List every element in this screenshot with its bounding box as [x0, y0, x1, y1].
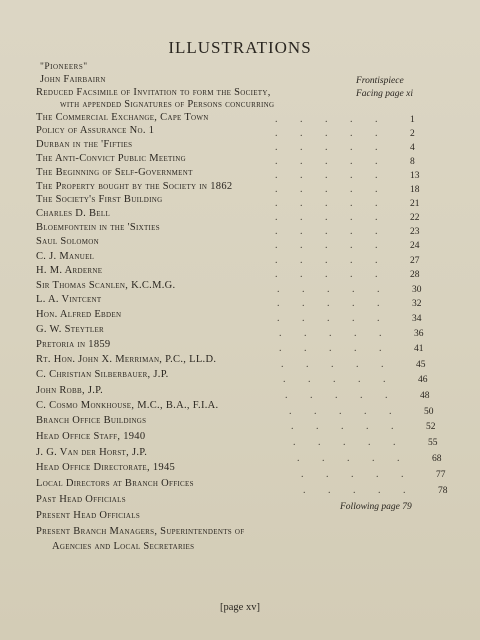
- list-item: J. G. Van der Horst, J.P.: [36, 447, 148, 458]
- leader-dots: . . . . .: [275, 198, 388, 209]
- leader-dots: . . . . .: [301, 469, 414, 480]
- list-item: Head Office Directorate, 1945: [36, 462, 176, 473]
- leader-dots: . . . . .: [279, 343, 392, 354]
- page-reference: 34: [412, 314, 422, 324]
- list-item: The Commercial Exchange, Cape Town: [36, 112, 209, 123]
- list-item: with appended Signatures of Persons concurring: [60, 99, 275, 110]
- list-item: The Property bought by the Society in 1862: [36, 181, 233, 192]
- list-item: Bloemfontein in the 'Sixties: [36, 222, 160, 233]
- page-reference: 13: [410, 171, 420, 181]
- leader-dots: . . . . .: [303, 485, 416, 496]
- page-reference: 22: [410, 213, 420, 223]
- list-item: G. W. Steytler: [36, 324, 104, 335]
- list-item: Local Directors at Branch Offices: [36, 478, 194, 489]
- list-item: Present Head Officials: [36, 510, 141, 521]
- page-reference: 2: [410, 129, 415, 139]
- page-reference: Facing page xi: [356, 89, 413, 99]
- leader-dots: . . . . .: [275, 184, 388, 195]
- list-item: John Robb, J.P.: [36, 385, 104, 396]
- leader-dots: . . . . .: [279, 328, 392, 339]
- page-reference: 46: [418, 375, 428, 385]
- leader-dots: . . . . .: [275, 212, 388, 223]
- leader-dots: . . . . .: [283, 374, 396, 385]
- page-number: [page xv]: [220, 602, 260, 613]
- leader-dots: . . . . .: [277, 284, 390, 295]
- list-item: The Beginning of Self-Government: [36, 167, 193, 178]
- list-item: Saul Solomon: [36, 236, 100, 247]
- page-reference: Following page 79: [340, 502, 412, 512]
- list-item: Reduced Facsimile of Invitation to form the Society,: [36, 87, 271, 98]
- page-reference: 52: [426, 422, 436, 432]
- list-item: Hon. Alfred Ebden: [36, 309, 122, 320]
- page-reference: 1: [410, 115, 415, 125]
- page-reference: 30: [412, 285, 422, 295]
- leader-dots: . . . . .: [297, 453, 410, 464]
- list-item: L. A. Vintcent: [36, 294, 102, 305]
- leader-dots: . . . . .: [289, 406, 402, 417]
- list-item: Head Office Staff, 1940: [36, 431, 146, 442]
- list-item: Rt. Hon. John X. Merriman, P.C., LL.D.: [36, 354, 217, 365]
- page-reference: 78: [438, 486, 448, 496]
- list-item: The Anti-Convict Public Meeting: [36, 153, 186, 164]
- list-item: Policy of Assurance No. 1: [36, 125, 155, 136]
- list-item: Charles D. Bell: [36, 208, 111, 219]
- leader-dots: . . . . .: [275, 128, 388, 139]
- page-reference: 18: [410, 185, 420, 195]
- leader-dots: . . . . .: [275, 156, 388, 167]
- leader-dots: . . . . .: [277, 298, 390, 309]
- leader-dots: . . . . .: [293, 437, 406, 448]
- page-reference: 48: [420, 391, 430, 401]
- page-title: ILLUSTRATIONS: [168, 38, 312, 57]
- leader-dots: . . . . .: [275, 226, 388, 237]
- list-item: Past Head Officials: [36, 494, 126, 505]
- leader-dots: . . . . .: [275, 114, 388, 125]
- page-reference: 8: [410, 157, 415, 167]
- leader-dots: . . . . .: [291, 421, 404, 432]
- list-item: Durban in the 'Fifties: [36, 139, 133, 150]
- leader-dots: . . . . .: [275, 255, 388, 266]
- page-reference: 24: [410, 241, 420, 251]
- page-reference: 36: [414, 329, 424, 339]
- page-reference: 27: [410, 256, 420, 266]
- page-reference: 28: [410, 270, 420, 280]
- list-item: Present Branch Managers, Superintendents of: [36, 526, 245, 537]
- page-reference: Frontispiece: [356, 76, 404, 86]
- leader-dots: . . . . .: [275, 269, 388, 280]
- list-item: H. M. Arderne: [36, 265, 103, 276]
- page-reference: 4: [410, 143, 415, 153]
- list-item: Sir Thomas Scanlen, K.C.M.G.: [36, 280, 176, 291]
- page-reference: 32: [412, 299, 422, 309]
- list-item: The Society's First Building: [36, 194, 163, 205]
- list-item: Branch Office Buildings: [36, 415, 147, 426]
- list-item: Pretoria in 1859: [36, 339, 111, 350]
- page-reference: 77: [436, 470, 446, 480]
- list-item: C. Christian Silberbauer, J.P.: [36, 369, 169, 380]
- leader-dots: . . . . .: [277, 313, 390, 324]
- page-reference: 41: [414, 344, 424, 354]
- page-reference: 55: [428, 438, 438, 448]
- leader-dots: . . . . .: [275, 240, 388, 251]
- page-reference: 45: [416, 360, 426, 370]
- page-reference: 23: [410, 227, 420, 237]
- pioneers-entry: "Pioneers": [40, 62, 88, 72]
- list-item: Agencies and Local Secretaries: [52, 541, 195, 552]
- page-reference: 50: [424, 407, 434, 417]
- page-reference: 68: [432, 454, 442, 464]
- page-reference: 21: [410, 199, 420, 209]
- list-item: John Fairbairn: [40, 74, 106, 85]
- leader-dots: . . . . .: [281, 359, 394, 370]
- leader-dots: . . . . .: [275, 170, 388, 181]
- leader-dots: . . . . .: [285, 390, 398, 401]
- list-item: C. Cosmo Monkhouse, M.C., B.A., F.I.A.: [36, 400, 219, 411]
- list-item: C. J. Manuel: [36, 251, 95, 262]
- leader-dots: . . . . .: [275, 142, 388, 153]
